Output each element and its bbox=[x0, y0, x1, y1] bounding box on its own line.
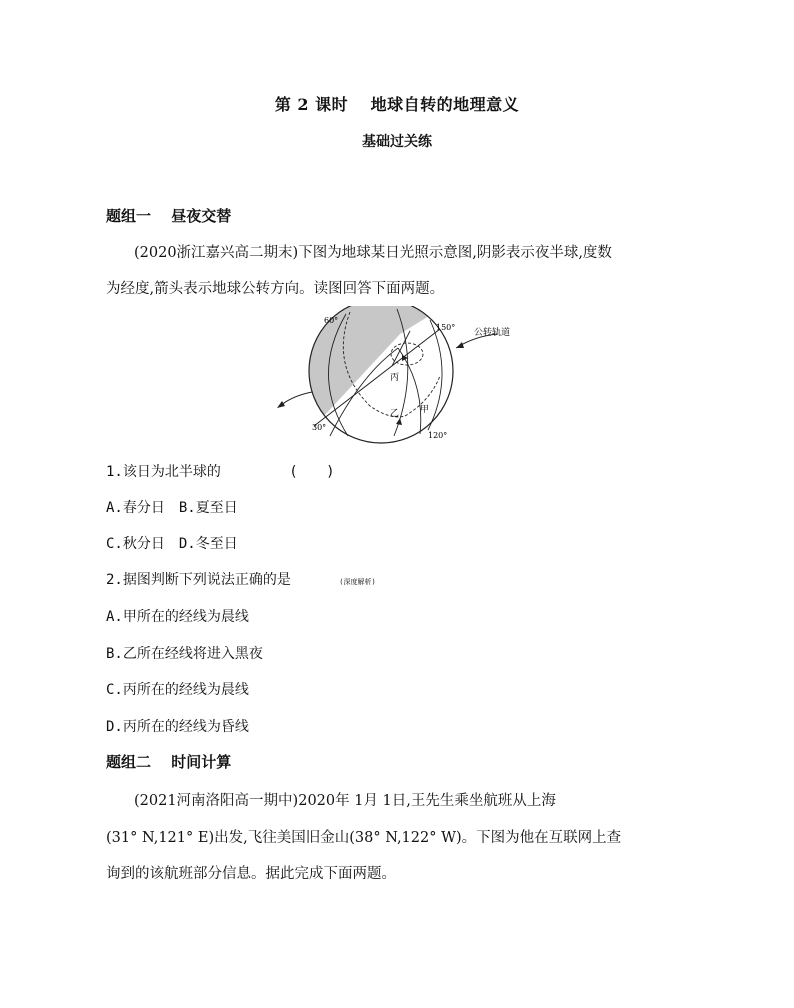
q1-options-ab: A.春分日 B.夏至日 bbox=[106, 500, 238, 516]
orbit-arc-left bbox=[280, 392, 312, 406]
q1-answer-paren: ( ) bbox=[289, 464, 337, 480]
q2-option-a: A.甲所在的经线为晨线 bbox=[106, 609, 249, 625]
label-60: 60° bbox=[324, 316, 339, 325]
group1-heading: 题组一 昼夜交替 bbox=[106, 207, 232, 225]
group2-intro-line1: (2021河南洛阳高一期中)2020年 1月 1日,王先生乘坐航班从上海 bbox=[134, 793, 556, 809]
label-30: 30° bbox=[312, 423, 327, 432]
group2-intro-line3: 询到的该航班部分信息。据此完成下面两题。 bbox=[106, 866, 396, 882]
label-120: 120° bbox=[428, 431, 448, 440]
q2-option-b: B.乙所在经线将进入黑夜 bbox=[106, 646, 263, 662]
q2-tag: (深度解析) bbox=[339, 578, 376, 586]
group2-heading: 题组二 时间计算 bbox=[106, 753, 232, 771]
page-title: 第 2 课时 地球自转的地理意义 bbox=[274, 95, 520, 114]
label-150: 150° bbox=[436, 323, 456, 332]
rotation-arrow-icon bbox=[396, 418, 402, 425]
label-jia: 甲 bbox=[420, 405, 430, 415]
q2-option-d: D.丙所在的经线为昏线 bbox=[106, 719, 249, 735]
orbit-arrow-icon bbox=[456, 342, 464, 348]
group2-intro-line2: (31° N,121° E)出发,飞往美国旧金山(38° N,122° W)。下图为他在互联网上查 bbox=[106, 830, 622, 846]
q2-stem bbox=[106, 569, 376, 589]
orbit-arrow-icon bbox=[277, 401, 285, 408]
q2-option-c: C.丙所在的经线为晨线 bbox=[106, 682, 249, 698]
label-yi: 乙 bbox=[390, 409, 400, 419]
group1-intro-line2: 为经度,箭头表示地球公转方向。读图回答下面两题。 bbox=[106, 281, 445, 297]
group1-intro-line1: (2020浙江嘉兴高二期末)下图为地球某日光照示意图,阴影表示夜半球,度数 bbox=[134, 245, 612, 261]
q2-stem-text: 2.据图判断下列说法正确的是 bbox=[106, 572, 291, 588]
q1-stem bbox=[106, 461, 337, 481]
earth-illumination-figure bbox=[270, 306, 530, 446]
page-subtitle: 基础过关练 bbox=[362, 134, 432, 150]
label-orbit: 公转轨道 bbox=[474, 328, 511, 338]
q1-stem-text: 1.该日为北半球的 bbox=[106, 464, 221, 480]
q1-options-cd: C.秋分日 D.冬至日 bbox=[106, 536, 238, 552]
meridian-jia bbox=[398, 348, 421, 434]
label-bing: 丙 bbox=[390, 373, 400, 383]
